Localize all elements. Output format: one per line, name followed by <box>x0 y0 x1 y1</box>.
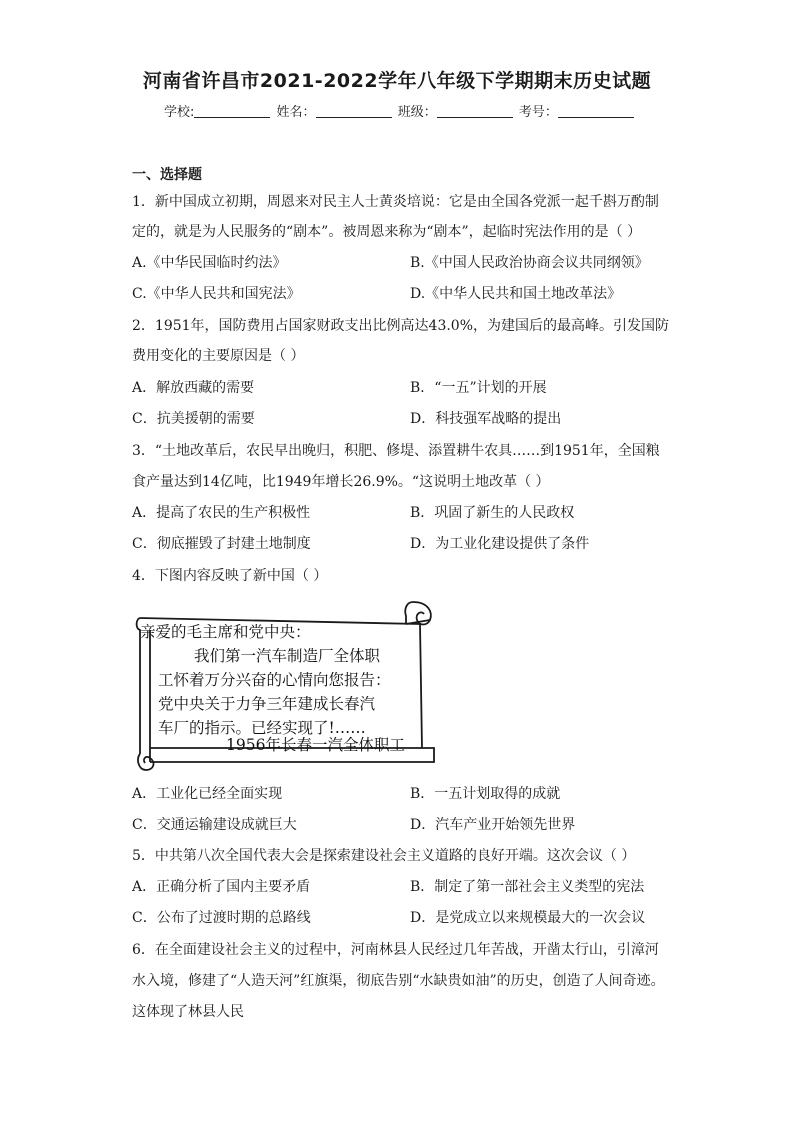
scroll-line-4: 党中央关于力争三年建成长春汽 <box>158 695 376 713</box>
question-4-option-d: D．汽车产业开始领先世界 <box>410 817 576 833</box>
question-5-option-b: B．制定了第一部社会主义类型的宪法 <box>410 879 645 895</box>
question-4-option-b: B．一五计划取得的成就 <box>410 786 561 802</box>
scroll-line-1: 亲爱的毛主席和党中央： <box>140 623 311 641</box>
question-1-option-c: C.《中华人民共和国宪法》 <box>132 286 301 302</box>
scroll-letter-figure <box>132 598 438 774</box>
question-3-option-b: B．巩固了新生的人民政权 <box>410 505 575 521</box>
school-label: 学校: <box>164 105 195 120</box>
question-2-option-c: C．抗美援朝的需要 <box>132 411 255 427</box>
question-3-option-a: A．提高了农民的生产积极性 <box>132 505 311 521</box>
name-blank[interactable] <box>316 105 392 118</box>
question-6-line-1: 6．在全面建设社会主义的过程中，河南林县人民经过几年苦战，开凿太行山，引漳河 <box>132 942 659 958</box>
question-2-option-a: A．解放西藏的需要 <box>132 380 255 396</box>
school-blank[interactable] <box>194 105 270 118</box>
section-heading: 一、选择题 <box>132 167 202 183</box>
page-title: 河南省许昌市2021-2022学年八年级下学期期末历史试题 <box>142 70 652 92</box>
exam-no-label: 考号： <box>518 105 558 120</box>
question-1-option-b: B.《中国人民政治协商会议共同纲领》 <box>410 255 649 271</box>
class-label: 班级： <box>397 105 437 120</box>
question-4-option-c: C．交通运输建设成就巨大 <box>132 817 297 833</box>
question-1-option-a: A.《中华民国临时约法》 <box>132 255 287 271</box>
question-2-option-b: B．“一五”计划的开展 <box>410 380 547 396</box>
question-5-option-a: A．正确分析了国内主要矛盾 <box>132 879 311 895</box>
class-blank[interactable] <box>437 105 513 118</box>
question-1-option-d: D.《中华人民共和国土地改革法》 <box>410 286 622 302</box>
question-3-option-c: C．彻底摧毁了封建土地制度 <box>132 536 311 552</box>
question-4-option-a: A．工业化已经全面实现 <box>132 786 283 802</box>
question-1-line-2: 定的，就是为人民服务的“剧本”。被周恩来称为“剧本”，起临时宪法作用的是（ ） <box>132 224 642 240</box>
scroll-line-5: 车厂的指示。已经实现了!…… <box>158 719 366 737</box>
question-6-line-3: 这体现了林县人民 <box>132 1004 244 1020</box>
question-4-line-1: 4．下图内容反映了新中国（ ） <box>132 568 328 584</box>
name-label: 姓名： <box>276 105 316 120</box>
question-5-option-d: D．是党成立以来规模最大的一次会议 <box>410 910 646 926</box>
question-3-line-1: 3．“土地改革后，农民早出晚归，积肥、修堤、添置耕牛农具……到1951年，全国粮 <box>132 443 660 459</box>
scroll-line-3: 工怀着万分兴奋的心情向您报告： <box>158 671 391 689</box>
scroll-signature: 1956年长春一汽全体职工 <box>226 736 405 754</box>
question-3-line-2: 食产量达到14亿吨，比1949年增长26.9%。“这说明土地改革（ ） <box>132 474 550 490</box>
question-5-option-c: C．公布了过渡时期的总路线 <box>132 910 311 926</box>
question-6-line-2: 水入境，修建了“人造天河”红旗渠，彻底告别“水缺贵如油”的历史，创造了人间奇迹。 <box>132 973 665 989</box>
student-info-line <box>164 101 636 120</box>
question-2-line-2: 费用变化的主要原因是（ ） <box>132 348 305 364</box>
question-3-option-d: D．为工业化建设提供了条件 <box>410 536 590 552</box>
scroll-line-2: 我们第一汽车制造厂全体职 <box>194 647 381 665</box>
exam-no-blank[interactable] <box>558 105 634 118</box>
question-1-line-1: 1．新中国成立初期，周恩来对民主人士黄炎培说：它是由全国各党派一起千斟万酌制 <box>132 194 659 210</box>
question-2-line-1: 2．1951年，国防费用占国家财政支出比例高达43.0%，为建国后的最高峰。引发国防 <box>132 318 670 334</box>
question-2-option-d: D．科技强军战略的提出 <box>410 411 562 427</box>
question-5-line-1: 5．中共第八次全国代表大会是探索建设社会主义道路的良好开端。这次会议（ ） <box>132 848 636 864</box>
